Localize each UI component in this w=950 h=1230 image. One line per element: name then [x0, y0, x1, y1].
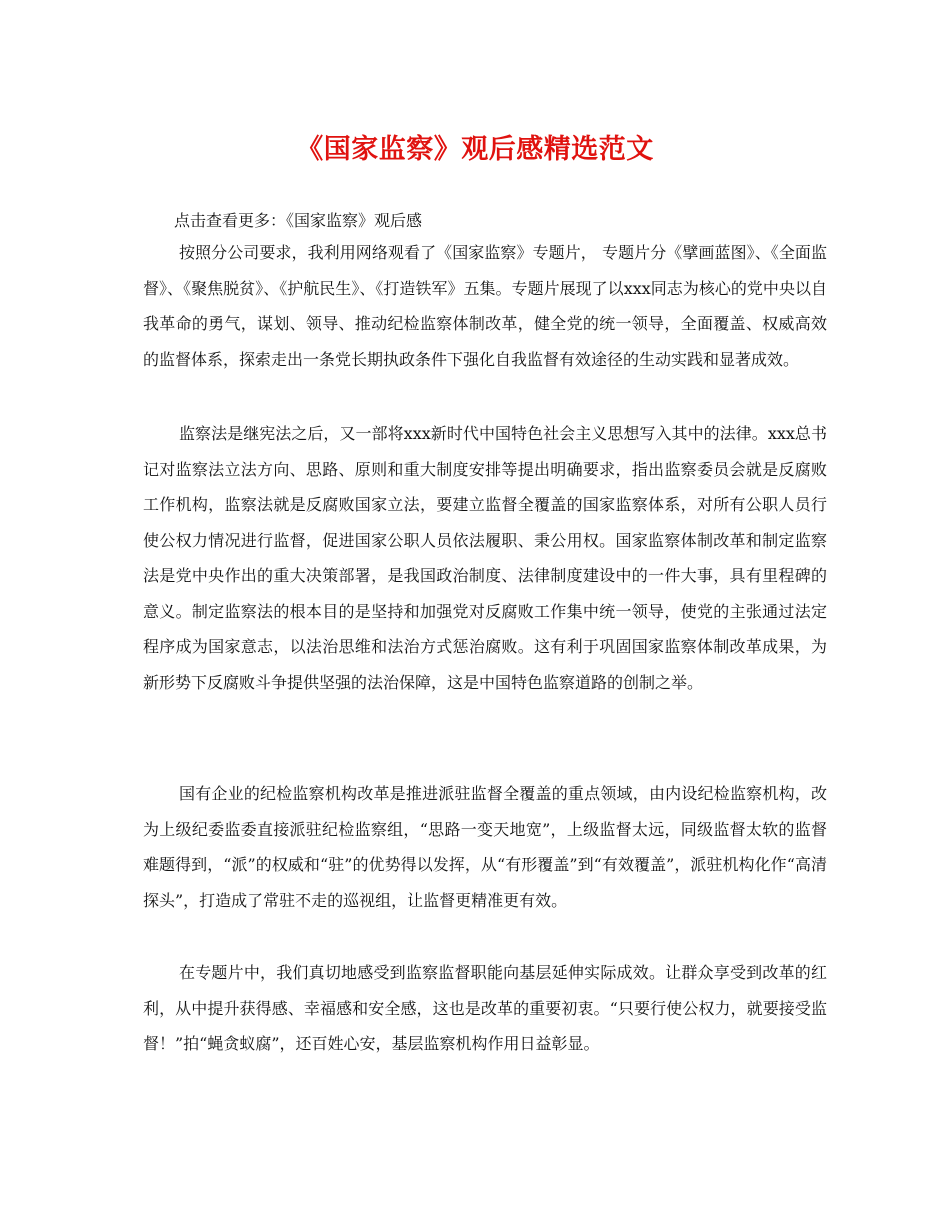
document-title: 《国家监察》观后感精选范文: [296, 134, 654, 165]
view-more-line: 点击查看更多：《国家监察》观后感: [174, 211, 423, 230]
document-body: [143, 0, 827, 1230]
paragraph-4: 在专题片中，我们真切地感受到监察监督职能向基层延伸实际成效。让群众享受到改革的红利，从中提升获得感、幸福感和安全感，这也是改革的重要初衷。“只要行使公权力，就要接受监督！”拍“蝇贪蚁腐”，还百姓心安，基层监察机构作用日益彰显。: [143, 963, 827, 1053]
paragraph-2: 监察法是继宪法之后，又一部将xxx新时代中国特色社会主义思想写入其中的法律。xxx总书记对监察法立法方向、思路、原则和重大制度安排等提出明确要求，指出监察委员会就是反腐败工作机构，监察法就是反腐败国家立法，要建立监督全覆盖的国家监察体系，对所有公职人员行使公权力情况进行监督，促进国家公职人员依法履职、秉公用权。国家监察体制改革和制定监察法是党中央作出的重大决策部署，是我国政治制度、法律制度建设中的一件大事，具有里程碑的意义。制定监察法的根本目的是坚持和加强党对反腐败工作集中统一领导，使党的主张通过法定程序成为国家意志，以法治思维和法治方式惩治腐败。这有利于巩固国家监察体制改革成果，为新形势下反腐败斗争提供坚强的法治保障，这是中国特色监察道路的创制之举。: [143, 424, 827, 692]
paragraph-3: 国有企业的纪检监察机构改革是推进派驻监督全覆盖的重点领域，由内设纪检监察机构，改为上级纪委监委直接派驻纪检监察组，“思路一变天地宽”，上级监督太远，同级监督太软的监督难题得到，“派”的权威和“驻”的优势得以发挥，从“有形覆盖”到“有效覆盖”，派驻机构化作“高清探头”，打造成了常驻不走的巡视组，让监督更精准更有效。: [143, 784, 827, 910]
paragraph-1: 按照分公司要求，我利用网络观看了《国家监察》专题片， 专题片分《擘画蓝图》、《全面监督》、《聚焦脱贫》、《护航民生》、《打造铁军》五集。专题片展现了以xxx同志为核心的党中央以自我革命的勇气，谋划、领导、推动纪检监察体制改革，健全党的统一领导，全面覆盖、权威高效的监督体系，探索走出一条党长期执政条件下强化自我监督有效途径的生动实践和显著成效。: [143, 243, 827, 369]
